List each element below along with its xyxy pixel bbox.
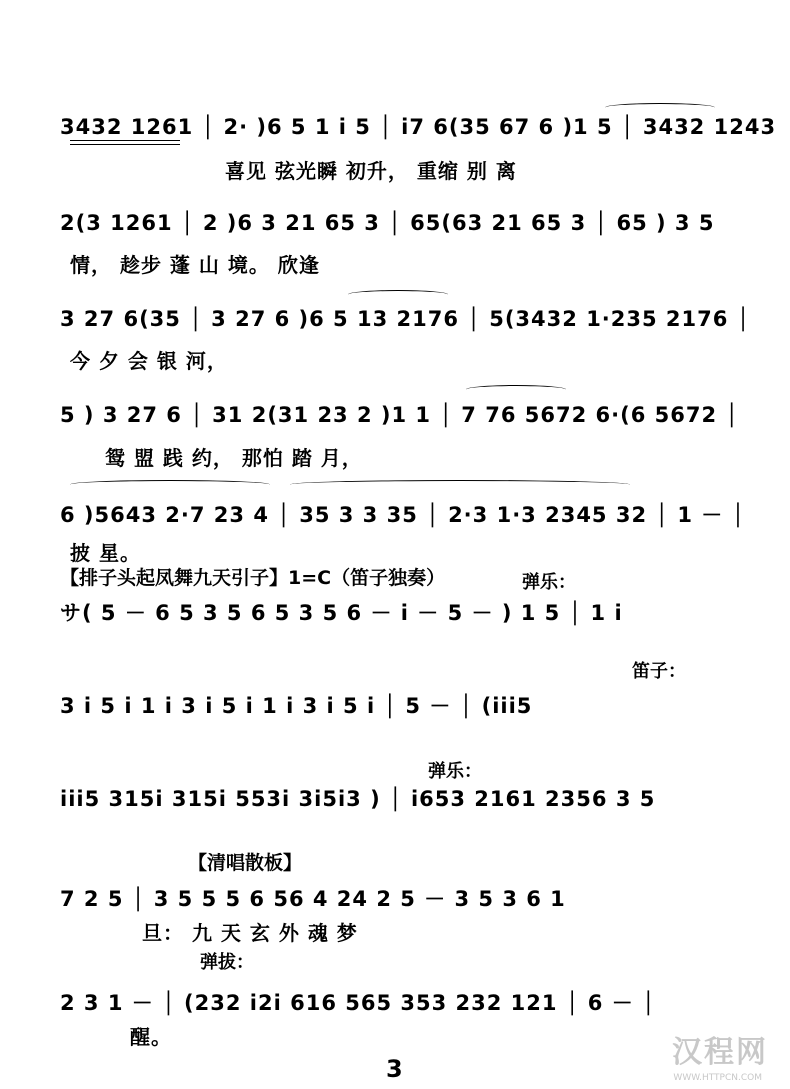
notation-line: サ( 5 － 6 5 3 5 6 5 3 5 6 － i － 5 － ) 1 5 │ 1 i bbox=[60, 601, 623, 625]
lyric-line: 醒。 bbox=[130, 1025, 172, 1049]
tanyue-label-2: 弹乐： bbox=[428, 761, 482, 782]
notation-line: 2 3 1 － │ (232 i2i 616 565 353 232 121 │ 6 － │ bbox=[60, 991, 656, 1015]
qingchang-header: 【清唱散板】 bbox=[188, 852, 303, 874]
lyric-line: 今 夕 会 银 河， bbox=[70, 349, 228, 373]
notation-line: 2(3 1261 │ 2 )6 3 21 65 3 │ 65(63 21 65 3 │ 65 ) 3 5 bbox=[60, 211, 715, 235]
score-row-5 bbox=[60, 499, 746, 565]
lyric-line: 情， 趁步 蓬 山 境。 欣逢 bbox=[70, 253, 320, 277]
notation-line: 3 i 5 i 1 i 3 i 5 i 1 i 3 i 5 i │ 5 － │ (iii5 bbox=[60, 694, 533, 718]
lyric-line: 旦： 九 天 玄 外 魂 梦 bbox=[142, 921, 358, 945]
slur-mark bbox=[466, 385, 566, 394]
notation-line: iii5 315i 315i 553i 3i5i3 ) │ i653 2161 2356 3 5 bbox=[60, 787, 656, 811]
slur-mark bbox=[70, 480, 270, 489]
tanba-label: 弹拔： bbox=[200, 952, 254, 973]
slur-mark bbox=[290, 480, 630, 489]
watermark-url: WWW.HTTPCN.COM bbox=[673, 1073, 762, 1083]
slur-mark bbox=[605, 103, 715, 112]
notation-line: 3432 1261 │ 2· )6 5 1 i 5 │ i7 6(35 67 6 )1 5 │ 3432 1243 bbox=[60, 115, 777, 139]
score-row-2 bbox=[60, 211, 730, 277]
page-number: 3 bbox=[386, 1055, 403, 1083]
dizi-label: 笛子： bbox=[632, 661, 686, 682]
lyric-line: 鸳 盟 践 约， 那怕 踏 月， bbox=[105, 446, 363, 470]
section-header: 【排子头起凤舞九天引子】1=C（笛子独奏） bbox=[60, 567, 446, 589]
score-row-4 bbox=[60, 403, 740, 470]
score-row-8 bbox=[60, 787, 730, 813]
notation-line: 6 )5643 2·7 23 4 │ 35 3 3 35 │ 2·3 1·3 2345 32 │ 1 － │ bbox=[60, 503, 746, 527]
score-row-9 bbox=[60, 883, 730, 945]
tanyue-label-1: 弹乐： bbox=[522, 572, 576, 593]
slur-mark bbox=[348, 290, 448, 299]
score-row-1 bbox=[60, 115, 777, 183]
score-row-10 bbox=[60, 987, 730, 1049]
score-row-6 bbox=[60, 597, 730, 623]
notation-line: 7 2 5 │ 3 5 5 5 6 56 4 24 2 5 － 3 5 3 6 1 bbox=[60, 887, 566, 911]
notation-line: 3 27 6(35 │ 3 27 6 )6 5 13 2176 │ 5(3432 1·235 2176 │ bbox=[60, 307, 751, 331]
lyric-line: 披 星。 bbox=[70, 541, 141, 565]
watermark-logo: 汉程网 bbox=[672, 1035, 768, 1070]
score-row-3 bbox=[60, 307, 751, 373]
notation-line: 5 ) 3 27 6 │ 31 2(31 23 2 )1 1 │ 7 76 5672 6·(6 5672 │ bbox=[60, 403, 740, 427]
lyric-line: 喜见 弦光瞬 初升， 重缩 别 离 bbox=[225, 159, 517, 183]
score-row-7 bbox=[60, 690, 730, 716]
